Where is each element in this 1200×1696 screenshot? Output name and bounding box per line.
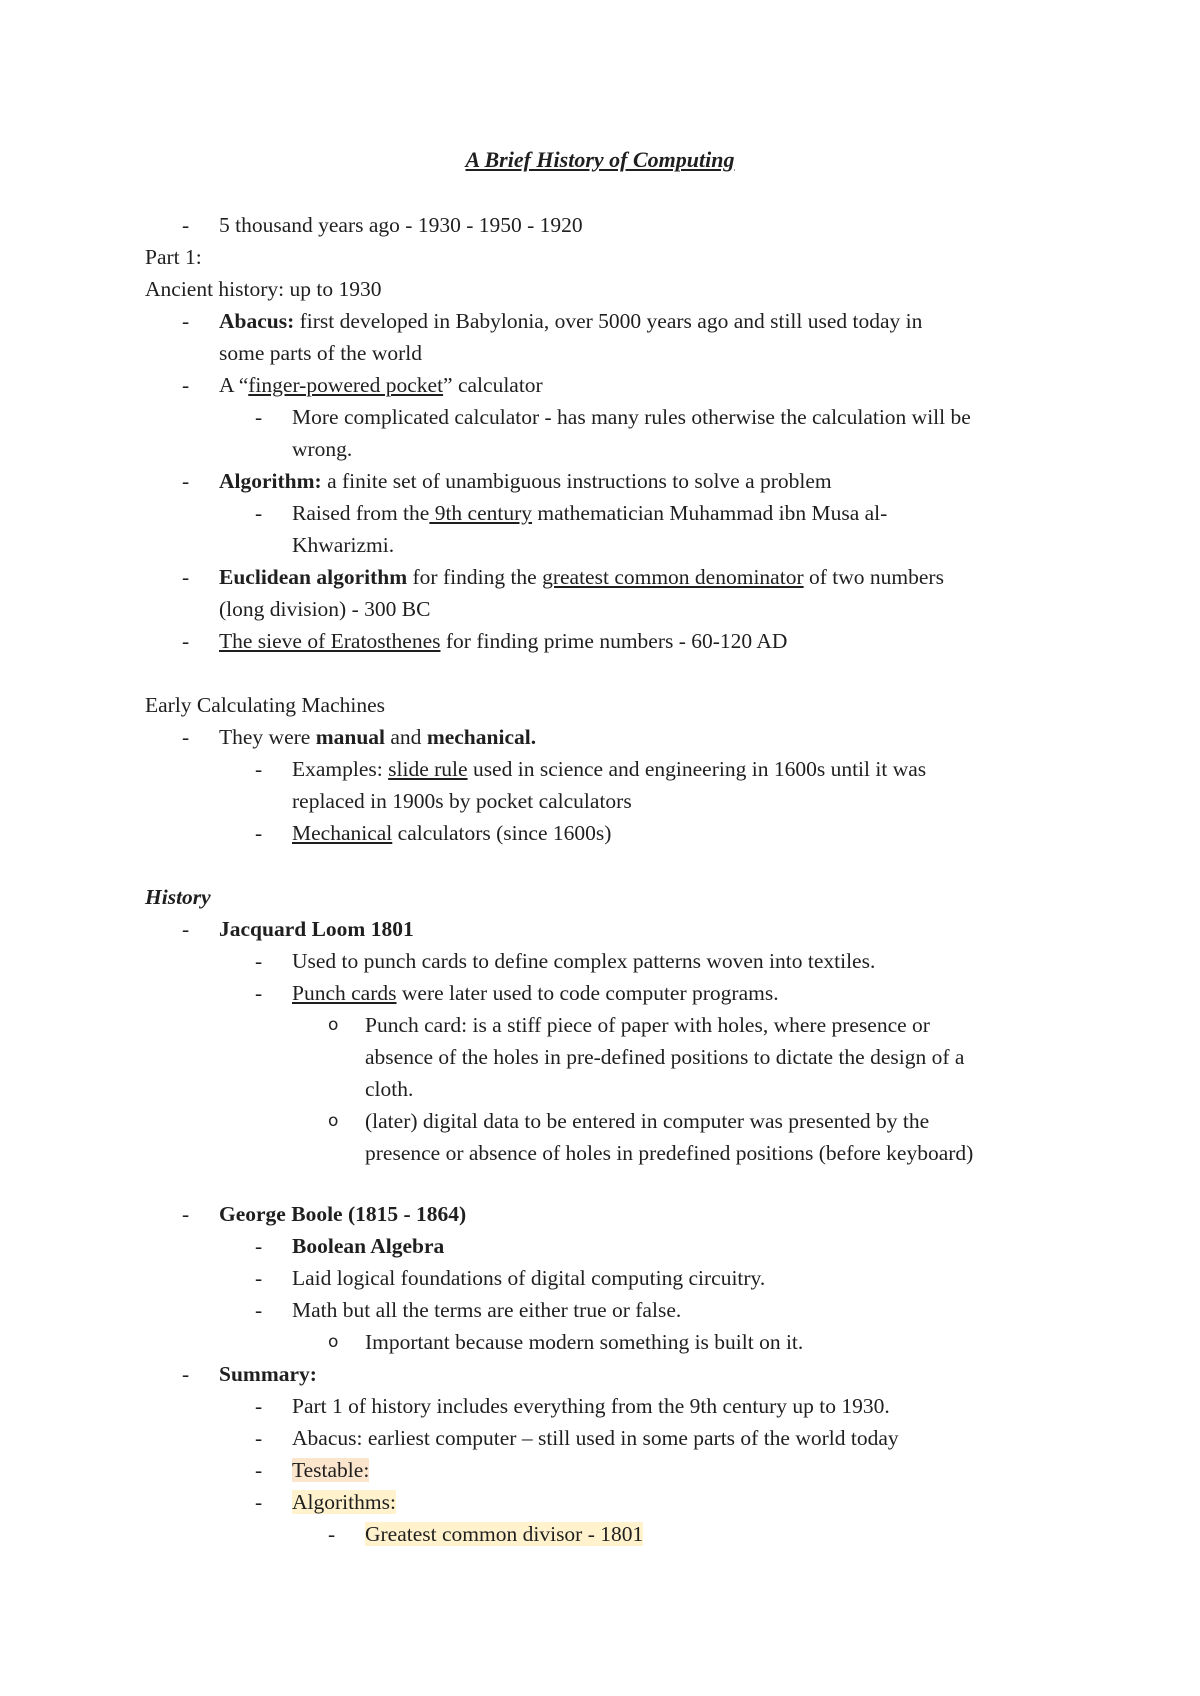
dash-marker: - — [255, 981, 263, 1005]
summary-subitem — [145, 1454, 1075, 1486]
boole-sub2: Laid logical foundations of digital computing circuitry. — [292, 1266, 766, 1290]
pocket-item — [145, 369, 1075, 401]
dash-marker: - — [182, 213, 190, 237]
timeline-item — [145, 209, 1075, 241]
pocket-sub-text-cont: wrong. — [292, 437, 353, 461]
boole-title: George Boole (1815 - 1864) — [219, 1202, 467, 1226]
ancient-heading: Ancient history: up to 1930 — [145, 277, 382, 301]
algorithm-sub-post: mathematician Muhammad ibn Musa al- — [532, 501, 888, 525]
early-heading: Early Calculating Machines — [145, 693, 386, 717]
dash-marker: - — [182, 469, 190, 493]
summary-subitem — [145, 1390, 1075, 1422]
dash-marker: - — [255, 1266, 263, 1290]
dash-marker: - — [328, 1522, 336, 1546]
abacus-item — [145, 305, 1075, 337]
early-item — [145, 721, 1075, 753]
pocket-sub-text: More complicated calculator - has many rules otherwise the calculation will be — [292, 405, 971, 429]
part-label: Part 1: — [145, 245, 202, 269]
algorithm-subitem-cont — [145, 529, 1075, 561]
boole-subitem — [145, 1262, 1075, 1294]
dash-marker: - — [255, 757, 263, 781]
punch-card-text-b: absence of the holes in pre-defined positions to dictate the design of a — [365, 1045, 965, 1069]
punch-card-text-c: cloth. — [365, 1077, 414, 1101]
timeline-text: 5 thousand years ago - 1930 - 1950 - 1920 — [219, 213, 583, 237]
euclid-post: of two numbers — [803, 565, 944, 589]
jacquard-subitem — [145, 945, 1075, 977]
summary-subitem — [145, 1422, 1075, 1454]
algorithm-term: Algorithm: — [219, 469, 322, 493]
examples-subitem — [145, 753, 1075, 785]
algorithm-subitem — [145, 497, 1075, 529]
summary-title: Summary: — [219, 1362, 317, 1386]
summary-subsubitem — [145, 1518, 1075, 1550]
jacquard-sub1: Used to punch cards to define complex patterns woven into textiles. — [292, 949, 876, 973]
algorithm-sub-pre: Raised from the — [292, 501, 430, 525]
dash-marker: - — [255, 1458, 263, 1482]
document-body — [145, 209, 1075, 1550]
dash-marker: - — [255, 501, 263, 525]
sieve-item — [145, 625, 1075, 657]
gcd-link: greatest common denominator — [542, 565, 804, 589]
circle-bullet-marker: o — [328, 1111, 339, 1131]
dash-marker: - — [182, 565, 190, 589]
circle-bullet-marker: o — [328, 1332, 339, 1352]
dash-marker: - — [182, 373, 190, 397]
punch-card-bullet — [145, 1009, 1075, 1041]
dash-marker: - — [255, 1426, 263, 1450]
jacquard-sub2-post: were later used to code computer programs. — [396, 981, 779, 1005]
manual-term: manual — [315, 725, 386, 749]
euclid-line2: (long division) - 300 BC — [219, 597, 431, 621]
summary-s1: Part 1 of history includes everything from the 9th century up to 1930. — [292, 1394, 890, 1418]
pocket-subitem — [145, 401, 1075, 433]
dash-marker: - — [255, 1490, 263, 1514]
sieve-post: for finding prime numbers - 60-120 AD — [440, 629, 788, 653]
algorithm-item — [145, 465, 1075, 497]
sieve-link: The sieve of Eratosthenes — [219, 629, 441, 653]
examples-pre: Examples: — [292, 757, 389, 781]
jacquard-title: Jacquard Loom 1801 — [219, 917, 414, 941]
abacus-term: Abacus: — [219, 309, 295, 333]
jacquard-item — [145, 913, 1075, 945]
slide-rule-link: slide rule — [388, 757, 468, 781]
early-pre: They were — [219, 725, 316, 749]
dash-marker: - — [255, 1394, 263, 1418]
punch-cards-link: Punch cards — [292, 981, 397, 1005]
boole-sub3: Math but all the terms are either true or false. — [292, 1298, 682, 1322]
summary-s2: Abacus: earliest computer – still used in some parts of the world today — [292, 1426, 899, 1450]
gcd-highlight: Greatest common divisor - 1801 — [365, 1522, 644, 1546]
abacus-text: first developed in Babylonia, over 5000 years ago and still used today in — [294, 309, 923, 333]
pocket-subitem-cont — [145, 433, 1075, 465]
algorithm-sub-cont: Khwarizmi. — [292, 533, 395, 557]
dash-marker: - — [255, 1234, 263, 1258]
pocket-pre: A “ — [219, 373, 249, 397]
pocket-post: ” calculator — [443, 373, 543, 397]
summary-item — [145, 1358, 1075, 1390]
boole-item — [145, 1198, 1075, 1230]
testable-highlight: Testable: — [292, 1458, 370, 1482]
euclid-mid: for finding the — [407, 565, 543, 589]
digital-data-bullet-cont — [145, 1137, 1075, 1169]
dash-marker: - — [182, 917, 190, 941]
examples-cont: replaced in 1900s by pocket calculators — [292, 789, 632, 813]
abacus-text-cont: some parts of the world — [219, 341, 423, 365]
dash-marker: - — [255, 821, 263, 845]
abacus-item-cont — [145, 337, 1075, 369]
pocket-link: finger-powered pocket — [248, 373, 444, 397]
ninth-century-link: 9th century — [429, 501, 533, 525]
punch-card-text-a: Punch card: is a stiff piece of paper with holes, where presence or — [365, 1013, 930, 1037]
dash-marker: - — [182, 1202, 190, 1226]
boolean-algebra-term: Boolean Algebra — [292, 1234, 445, 1258]
dash-marker: - — [182, 309, 190, 333]
punch-card-bullet-cont — [145, 1073, 1075, 1105]
jacquard-subitem — [145, 977, 1075, 1009]
dash-marker: - — [255, 405, 263, 429]
document-title: A Brief History of Computing — [465, 147, 735, 172]
boole-subitem — [145, 1230, 1075, 1262]
digital-data-bullet — [145, 1105, 1075, 1137]
history-heading: History — [145, 885, 211, 909]
boole-subitem — [145, 1294, 1075, 1326]
dash-marker: - — [255, 1298, 263, 1322]
examples-subitem-cont — [145, 785, 1075, 817]
algorithm-text: a finite set of unambiguous instructions to solve a problem — [321, 469, 832, 493]
mechanical-link: Mechanical — [292, 821, 393, 845]
examples-post: used in science and engineering in 1600s until it was — [467, 757, 927, 781]
dash-marker: - — [182, 1362, 190, 1386]
euclid-term: Euclidean algorithm — [219, 565, 408, 589]
punch-card-bullet-cont — [145, 1041, 1075, 1073]
algorithms-highlight: Algorithms: — [292, 1490, 396, 1514]
mechanical-subitem — [145, 817, 1075, 849]
digital-data-text-b: presence or absence of holes in predefined positions (before keyboard) — [365, 1141, 974, 1165]
dash-marker: - — [255, 949, 263, 973]
early-and: and — [385, 725, 427, 749]
circle-bullet-marker: o — [328, 1015, 339, 1035]
euclid-item-cont — [145, 593, 1075, 625]
mechanical-term: mechanical. — [426, 725, 537, 749]
euclid-item — [145, 561, 1075, 593]
summary-subitem — [145, 1486, 1075, 1518]
boole-o1: Important because modern something is built on it. — [365, 1330, 804, 1354]
dash-marker: - — [182, 725, 190, 749]
mechanical-post: calculators (since 1600s) — [392, 821, 612, 845]
digital-data-text-a: (later) digital data to be entered in computer was presented by the — [365, 1109, 930, 1133]
boole-bullet — [145, 1326, 1075, 1358]
dash-marker: - — [182, 629, 190, 653]
